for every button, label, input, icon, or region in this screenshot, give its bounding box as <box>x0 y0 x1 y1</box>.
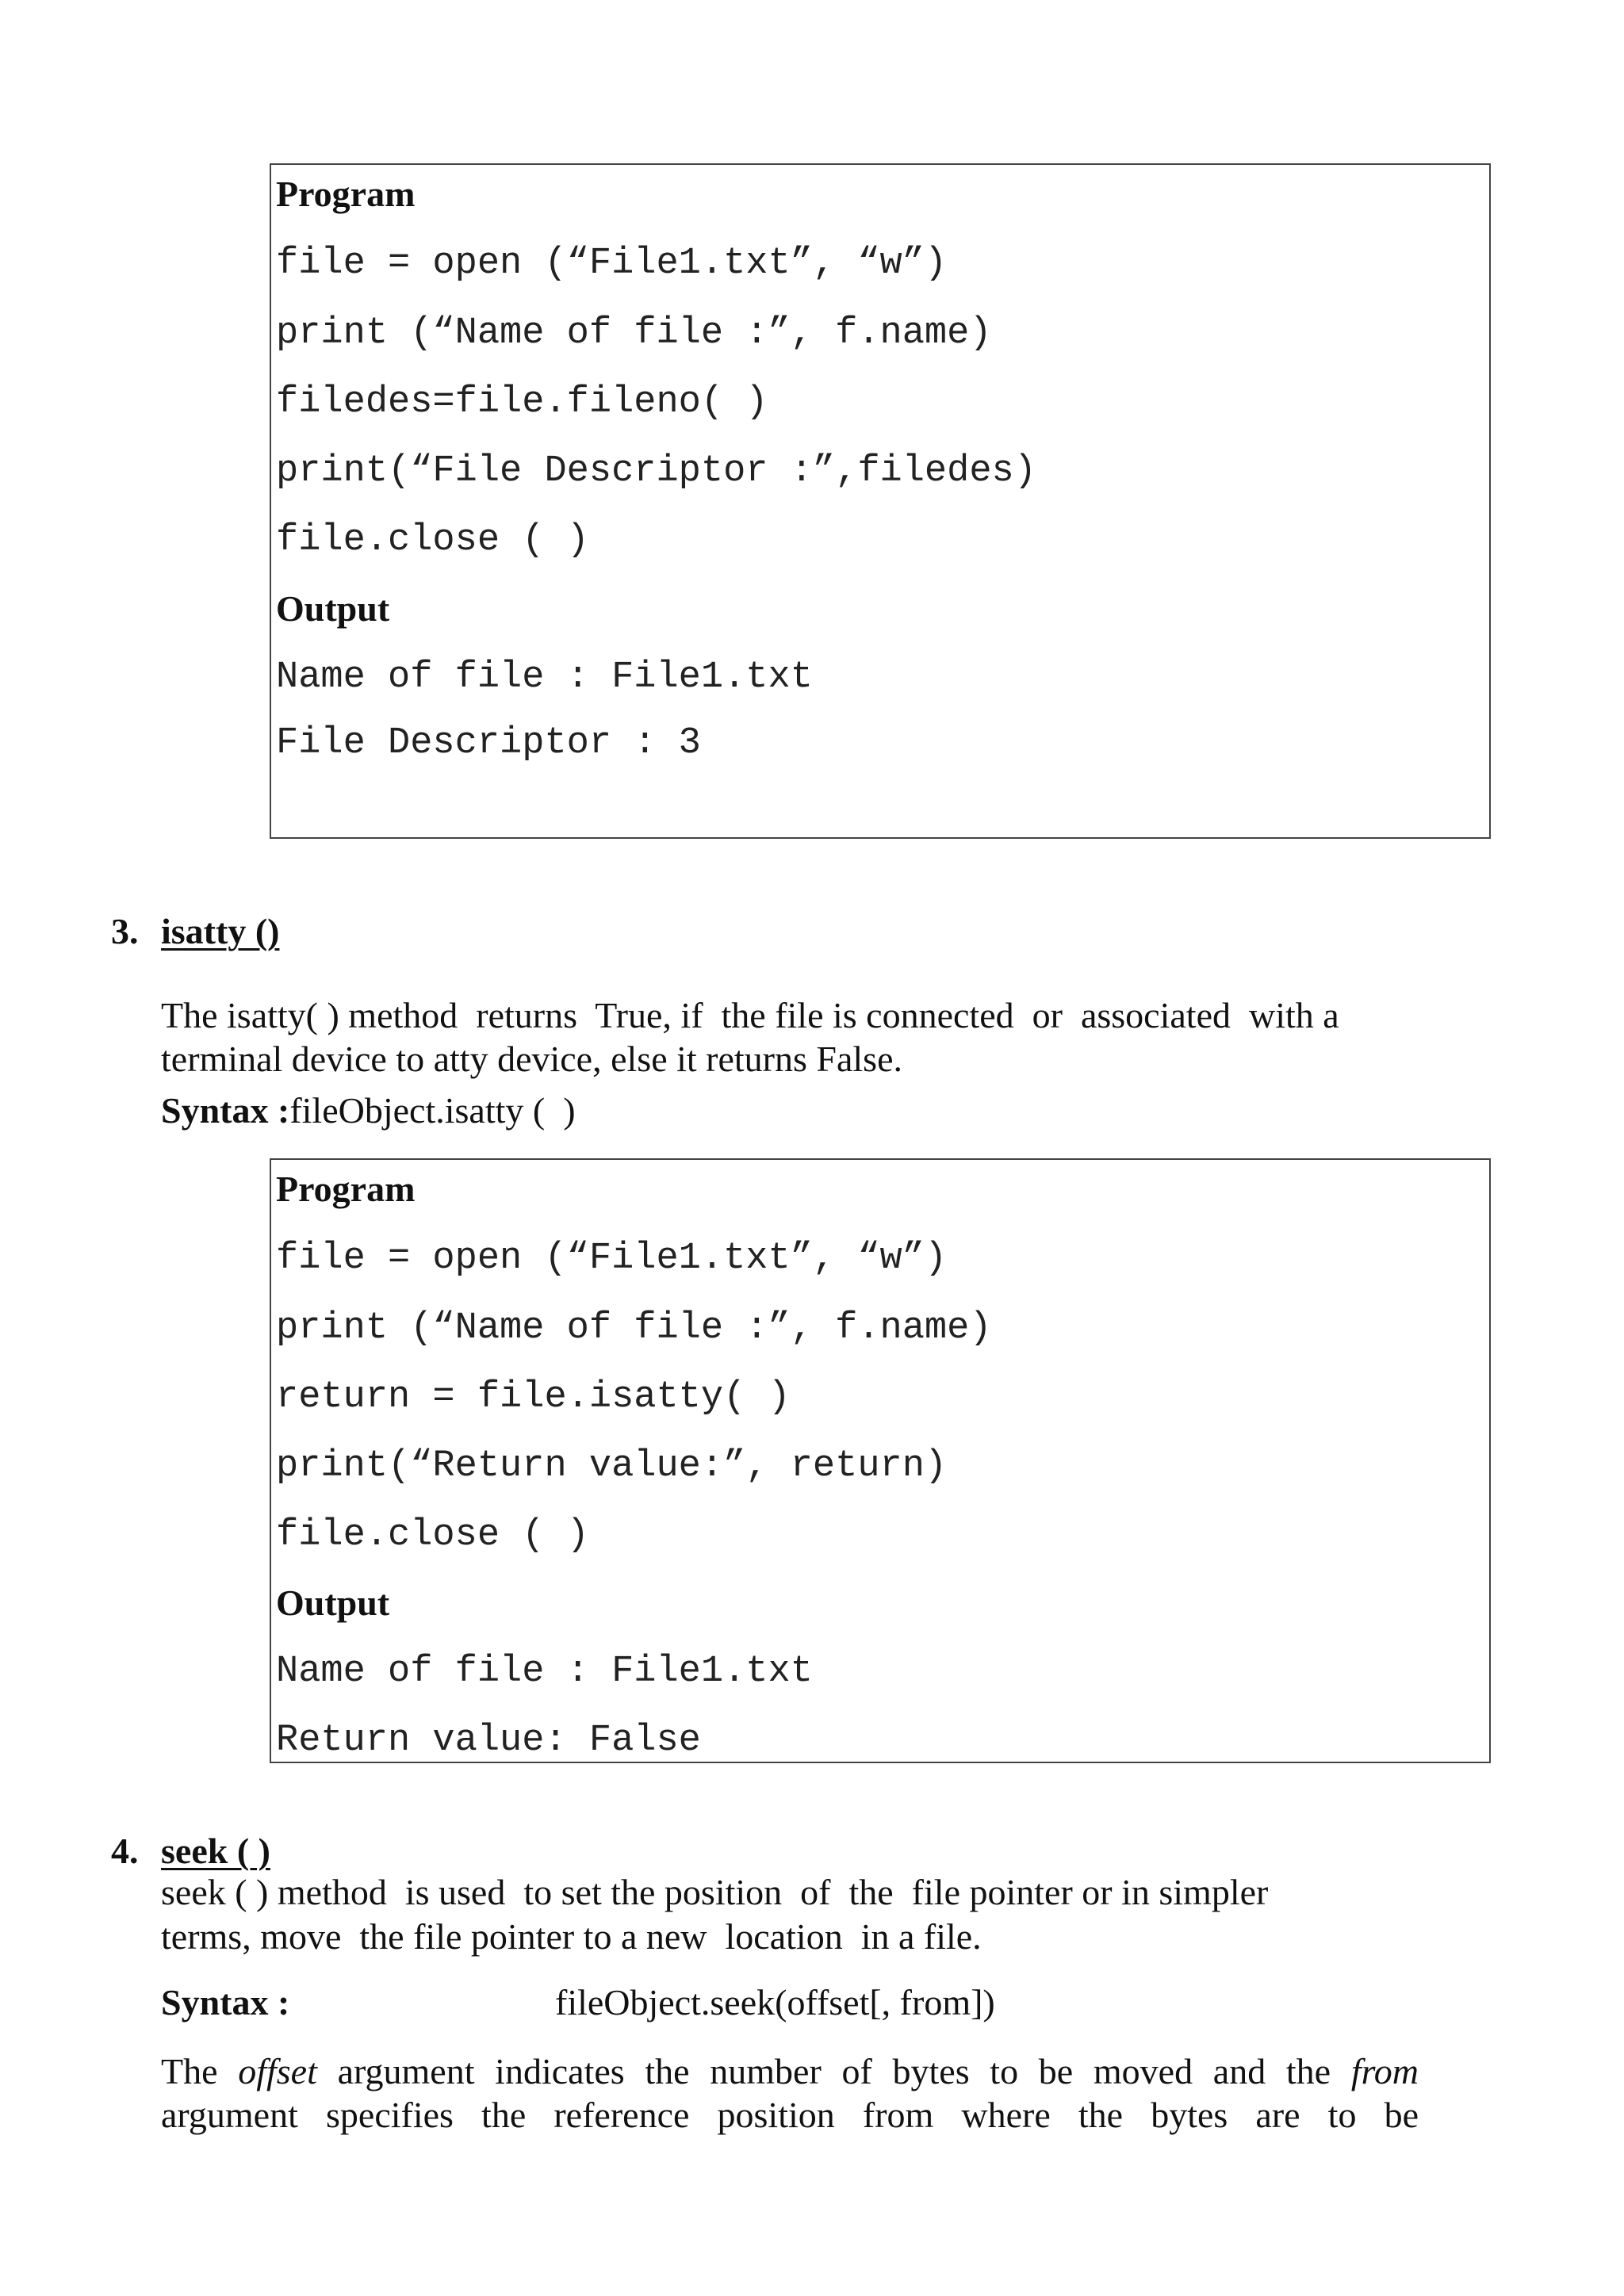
code-line: filedes=file.fileno( ) <box>276 381 768 423</box>
syntax-label: Syntax : <box>161 1090 290 1131</box>
program-heading: Program <box>276 174 416 214</box>
code-line: print(“Return value:”, return) <box>276 1445 948 1487</box>
paragraph-italic-term: from <box>1350 2051 1419 2091</box>
code-line: file = open (“File1.txt”, “w”) <box>276 1238 948 1280</box>
output-line: Name of file : File1.txt <box>276 1651 813 1693</box>
code-box-isatty <box>270 1158 1491 1763</box>
section-title: seek ( ) <box>161 1831 270 1871</box>
paragraph-italic-term: offset <box>238 2051 317 2091</box>
code-line: return = file.isatty( ) <box>276 1376 791 1418</box>
section-number: 4. <box>111 1831 139 1871</box>
syntax-value: fileObject.isatty ( ) <box>289 1090 576 1131</box>
code-line: file.close ( ) <box>276 519 589 561</box>
syntax-line <box>161 1090 576 1131</box>
description-line: terms, move the file pointer to a new location in a file. <box>161 1916 982 1957</box>
description-line: seek ( ) method is used to set the position of the file pointer or in simpler <box>161 1872 1269 1912</box>
output-line: Return value: False <box>276 1720 701 1762</box>
output-line: File Descriptor : 3 <box>276 722 701 764</box>
paragraph-text: argument indicates the number of bytes to be moved and the <box>337 2051 1331 2091</box>
syntax-line <box>161 1984 289 2021</box>
description-line: The isatty( ) method returns True, if the file is connected or associated with a <box>161 995 1339 1035</box>
section-number: 3. <box>111 911 139 951</box>
section-title: isatty () <box>161 911 280 951</box>
output-heading: Output <box>276 588 390 629</box>
output-line: Name of file : File1.txt <box>276 656 813 698</box>
description-line: terminal device to atty device, else it returns False. <box>161 1039 903 1079</box>
code-line: print (“Name of file :”, f.name) <box>276 312 992 354</box>
code-line: print (“Name of file :”, f.name) <box>276 1307 992 1349</box>
syntax-label: Syntax : <box>161 1982 290 2022</box>
paragraph-text: The <box>161 2051 218 2091</box>
output-heading: Output <box>276 1582 390 1623</box>
paragraph-line: argument specifies the reference position from where the bytes are to be <box>161 2095 1419 2135</box>
code-line: file = open (“File1.txt”, “w”) <box>276 243 948 285</box>
program-heading: Program <box>276 1169 416 1209</box>
paragraph-line <box>161 2053 1419 2090</box>
code-line: print(“File Descriptor :”,filedes) <box>276 450 1036 492</box>
code-box-fileno <box>270 163 1491 839</box>
syntax-value: fileObject.seek(offset[, from]) <box>555 1982 995 2022</box>
code-line: file.close ( ) <box>276 1514 589 1556</box>
